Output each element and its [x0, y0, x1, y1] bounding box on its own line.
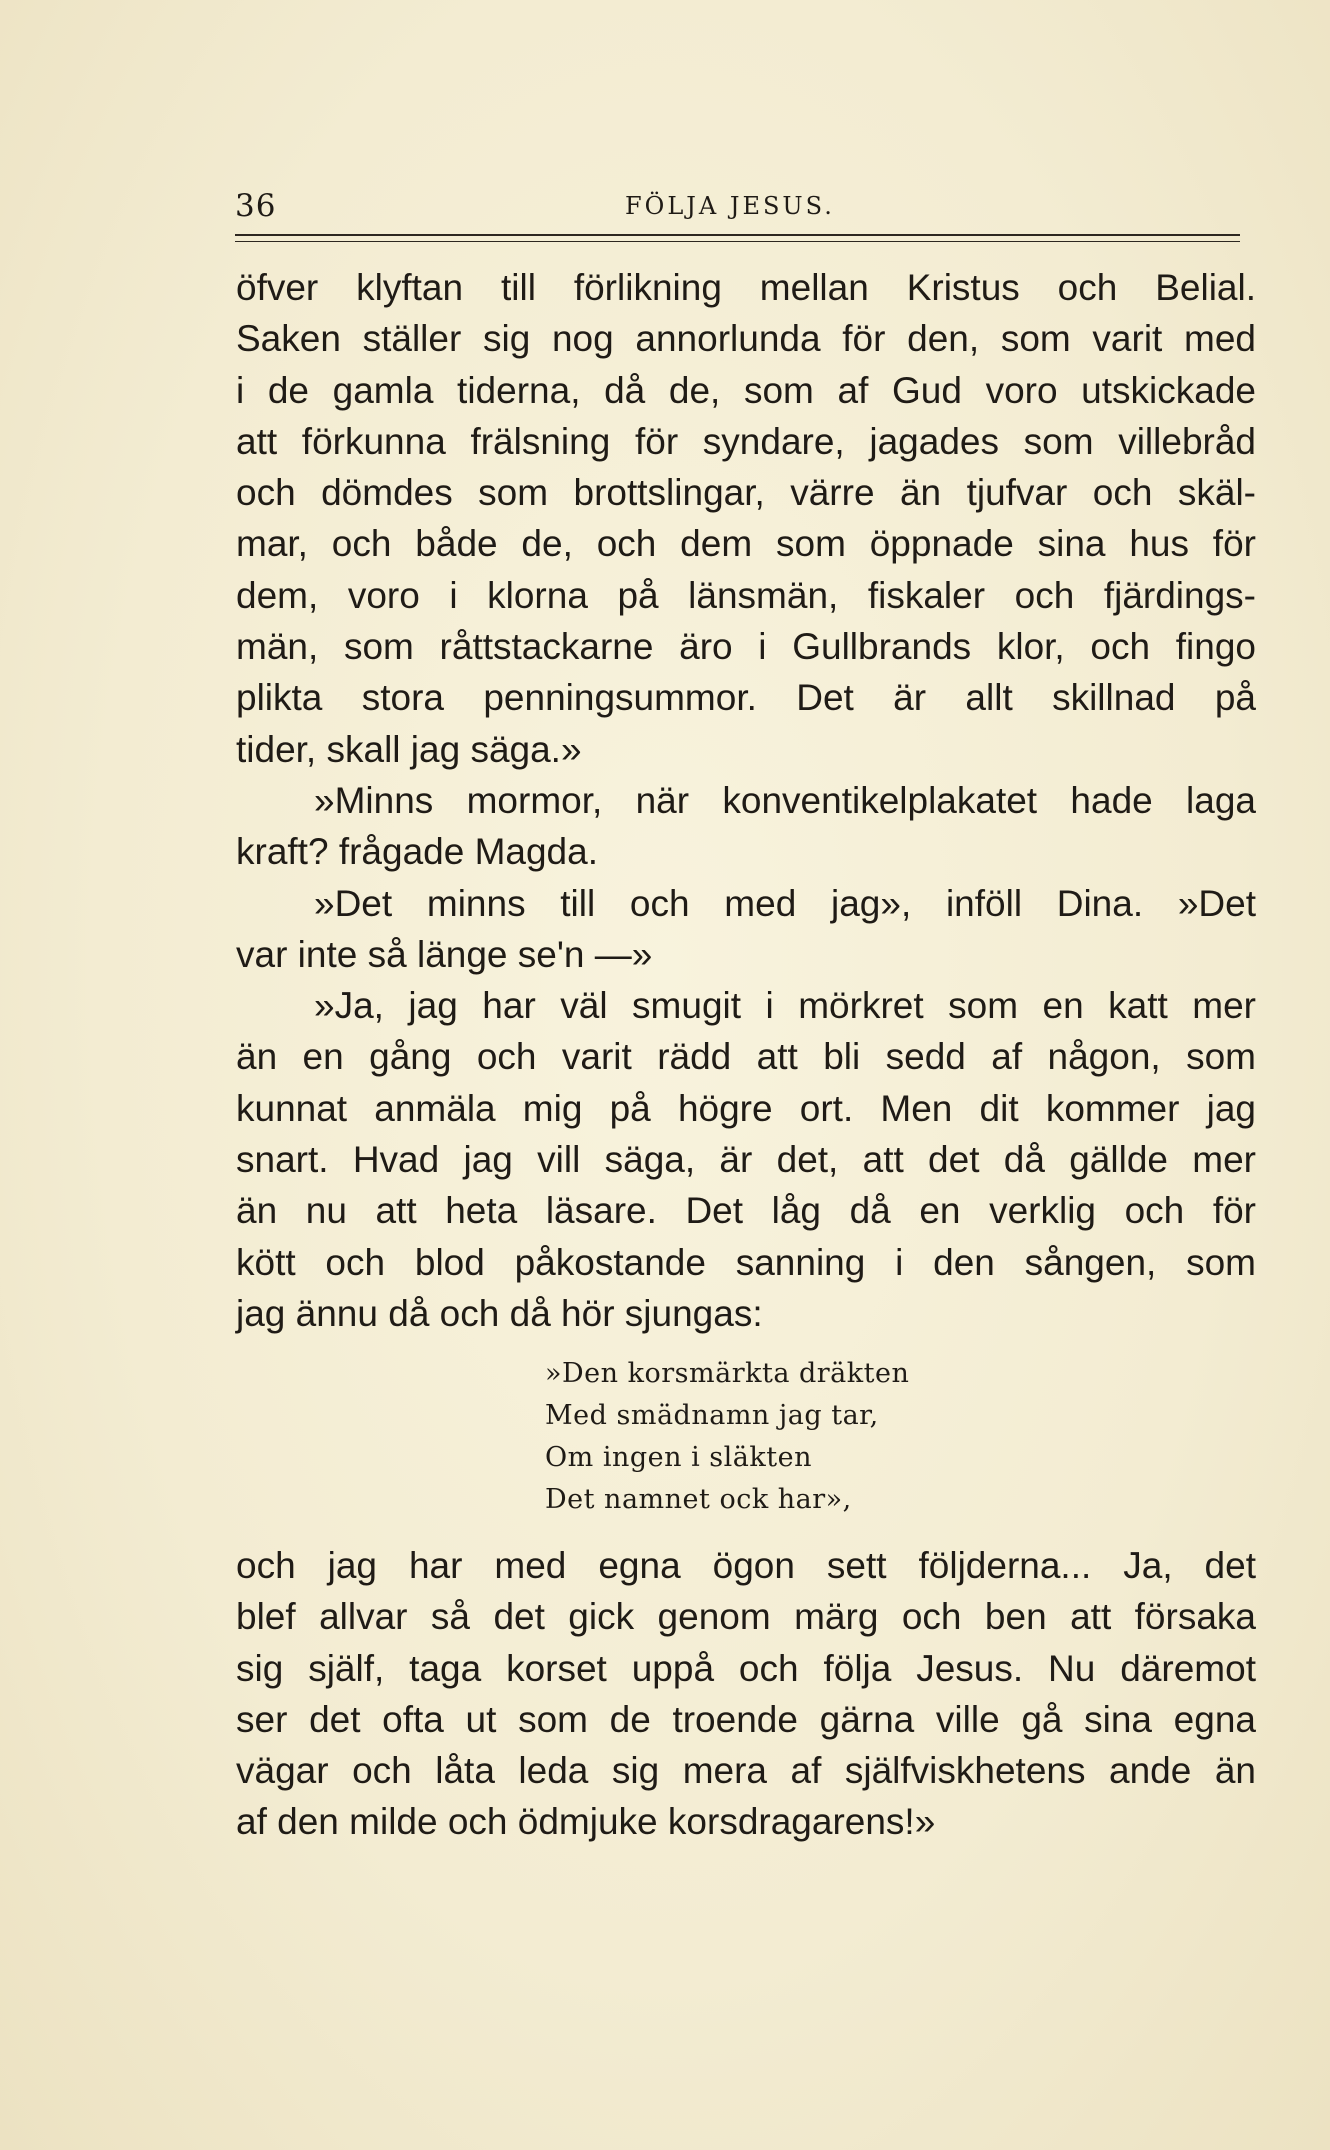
text-line: tider, skall jag säga.»	[236, 728, 582, 770]
text-line: var inte så länge se'n —»	[236, 933, 653, 975]
text-line: plikta stora penningsummor. Det är allt skillnad på	[236, 677, 1256, 719]
text-line: jag ännu då och då hör sjungas:	[236, 1292, 763, 1334]
text-line: dem, voro i klorna på länsmän, fiskaler och fjärdings-	[236, 574, 1256, 616]
text-line: Saken ställer sig nog annorlunda för den, som varit med	[236, 318, 1256, 360]
running-title: FÖLJA JESUS.	[625, 192, 835, 220]
header-rule	[235, 234, 1240, 236]
verse-line: Med smädnamn jag tar,	[545, 1400, 879, 1431]
text-line: »Ja, jag har väl smugit i mörkret som en katt mer	[314, 985, 1256, 1027]
text-line: öfver klyftan till förlikning mellan Kristus och Belial.	[236, 267, 1256, 308]
text-line: sig själf, taga korset uppå och följa Jesus. Nu däremot	[236, 1647, 1256, 1689]
body-text	[236, 262, 1256, 1339]
text-line: »Minns mormor, när konventikelplakatet hade laga	[314, 779, 1256, 821]
text-line: i de gamla tiderna, då de, som af Gud voro utskickade	[236, 369, 1256, 411]
page-header	[235, 180, 1240, 230]
closing-text	[236, 1540, 1256, 1848]
text-line: mar, och både de, och dem som öppnade sina hus för	[236, 523, 1256, 565]
header-rule-thin	[235, 241, 1240, 242]
text-line: än en gång och varit rädd att bli sedd af någon, som	[236, 1036, 1256, 1078]
text-line: kraft? frågade Magda.	[236, 831, 598, 873]
verse-quote	[545, 1353, 1065, 1521]
text-line: »Det minns till och med jag», inföll Dina. »Det	[314, 882, 1256, 924]
text-line: snart. Hvad jag vill säga, är det, att det då gällde mer	[236, 1139, 1256, 1181]
page-number: 36	[235, 188, 277, 224]
text-line: blef allvar så det gick genom märg och ben att försaka	[236, 1596, 1256, 1638]
verse-line: Det namnet ock har»,	[545, 1484, 852, 1515]
text-line: män, som råttstackarne äro i Gullbrands klor, och fingo	[236, 626, 1256, 668]
text-line: ser det ofta ut som de troende gärna ville gå sina egna	[236, 1698, 1256, 1740]
text-line: än nu att heta läsare. Det låg då en verklig och för	[236, 1190, 1256, 1232]
text-line: att förkunna frälsning för syndare, jagades som villebråd	[236, 420, 1256, 462]
verse-line: Om ingen i släkten	[545, 1442, 812, 1473]
verse-line: »Den korsmärkta dräkten	[545, 1358, 910, 1389]
text-line: kunnat anmäla mig på högre ort. Men dit kommer jag	[236, 1087, 1256, 1129]
text-line: af den milde och ödmjuke korsdragarens!»	[236, 1801, 936, 1843]
text-line: kött och blod påkostande sanning i den sången, som	[236, 1241, 1256, 1283]
text-line: vägar och låta leda sig mera af själfviskhetens ande än	[236, 1750, 1256, 1792]
text-line: och jag har med egna ögon sett följderna... Ja, det	[236, 1545, 1256, 1586]
text-line: och dömdes som brottslingar, värre än tjufvar och skäl-	[236, 472, 1256, 514]
